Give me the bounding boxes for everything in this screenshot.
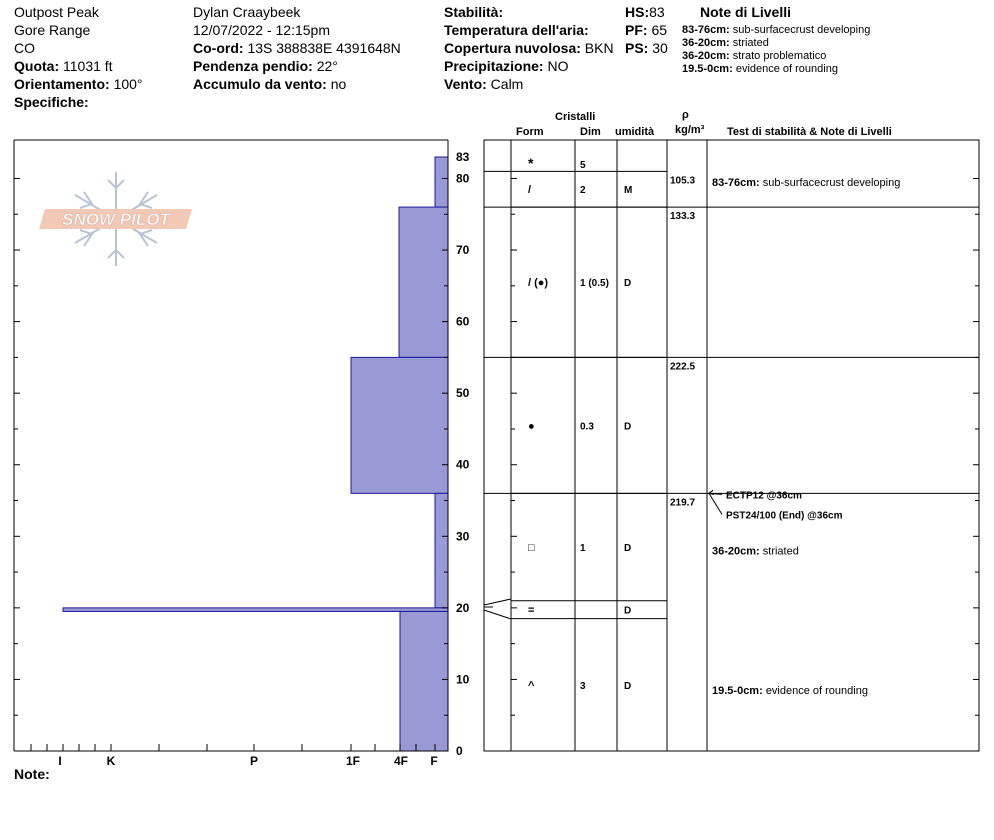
logo-text: SNOW PILOT — [62, 210, 170, 229]
wind-label: Vento: — [444, 76, 487, 92]
layer-note-row — [712, 177, 900, 189]
moisture: D — [624, 278, 632, 290]
layer-connector — [484, 610, 511, 619]
elevation-value: 11031 ft — [63, 58, 113, 74]
layer-notes — [712, 177, 900, 697]
wind-loading-label: Accumulo da vento: — [193, 76, 327, 92]
hardness-bar — [400, 611, 448, 751]
moisture: D — [624, 543, 632, 555]
crystal-form-icon: □ — [528, 542, 535, 555]
crystal-form-icon: ● — [528, 420, 535, 433]
x-tick-label: K — [106, 754, 116, 768]
range: Gore Range — [14, 22, 91, 38]
layer-note-row — [712, 685, 868, 697]
precip-label: Precipitazione: — [444, 58, 544, 74]
table-frame — [484, 140, 979, 751]
size-header: Dim — [580, 126, 601, 138]
hardness-bar — [63, 608, 448, 612]
hardness-bar — [351, 357, 448, 493]
y-tick-label: 0 — [456, 744, 463, 758]
layer-note-range: 36-20cm: — [682, 50, 730, 62]
hardness-graph — [14, 140, 470, 768]
layer-note-text: sub-surfacecrust developing — [762, 177, 901, 190]
density-value: 133.3 — [670, 211, 696, 223]
cloud-value: BKN — [584, 40, 614, 56]
test-arrowhead — [709, 490, 714, 494]
test-result: ECTP12 @36cm — [726, 490, 802, 502]
hardness-layers — [63, 157, 448, 751]
layer-note-text: sub-surfacecrust developing — [732, 24, 871, 36]
form-header: Form — [516, 126, 544, 138]
observer: Dylan Craaybeek — [193, 4, 301, 20]
test-result: PST24/100 (End) @36cm — [726, 510, 843, 522]
slope-label: Pendenza pendio: — [193, 58, 313, 74]
x-tick-label: 4F — [393, 754, 409, 768]
specifics-label: Specifiche: — [14, 94, 89, 110]
datetime: 12/07/2022 - 12:15pm — [193, 22, 330, 38]
wind-loading-value: no — [330, 76, 347, 92]
elevation-label: Quota: — [14, 58, 60, 74]
coord-value: 13S 388838E 4391648N — [247, 40, 401, 56]
layer-note-text: strato problematico — [732, 50, 827, 62]
density-value: 222.5 — [670, 361, 696, 373]
layer-note-range: 19.5-0cm: — [712, 685, 766, 698]
layer-note-text: evidence of rounding — [735, 63, 838, 75]
test-results — [709, 490, 843, 521]
density-unit-header: kg/m³ — [675, 124, 705, 136]
x-tick-label: I — [58, 754, 62, 768]
y-tick-label: 80 — [456, 171, 470, 186]
y-tick-label: 70 — [456, 243, 470, 258]
crystal-form-icon: / (●) — [528, 277, 549, 290]
coord-label: Co-ord: — [193, 40, 244, 56]
layer-note-range: 83-76cm: — [682, 24, 730, 36]
layer-note-text: striated — [762, 545, 799, 558]
stability-label: Stabilità: — [444, 4, 504, 20]
layer-note-row — [712, 546, 799, 558]
precip-value: NO — [547, 58, 569, 74]
cloud-label: Copertura nuvolosa: — [444, 40, 581, 56]
moisture: M — [624, 185, 633, 197]
aspect-value: 100° — [113, 76, 143, 92]
y-tick-label: 83 — [456, 150, 470, 164]
moisture: D — [624, 680, 632, 692]
density-value: 219.7 — [670, 497, 696, 509]
ps-label: PS: — [625, 40, 649, 56]
test-arrow — [709, 493, 722, 514]
x-tick-label: F — [430, 754, 438, 768]
crystal-size: 0.3 — [580, 421, 594, 433]
y-tick-label: 60 — [456, 314, 470, 329]
layer-note-text: evidence of rounding — [765, 685, 868, 698]
hs-value: 83 — [649, 4, 665, 20]
hardness-bar — [435, 493, 448, 608]
slope-value: 22° — [316, 58, 338, 74]
y-tick-label: 40 — [456, 457, 470, 472]
wind-value: Calm — [490, 76, 524, 92]
layer-note-range: 83-76cm: — [712, 177, 763, 190]
crystal-size: 5 — [580, 160, 586, 172]
y-tick-label: 20 — [456, 600, 470, 615]
hardness-bar — [399, 207, 448, 357]
moisture: D — [624, 605, 632, 617]
layer-table — [484, 140, 979, 751]
tests-header: Test di stabilità & Note di Livelli — [727, 126, 892, 138]
crystal-size: 1 (0.5) — [580, 278, 609, 290]
table-ticks — [511, 178, 979, 715]
crystal-form-icon: ^ — [528, 679, 535, 692]
layer-note-range: 36-20cm: — [682, 37, 730, 49]
hardness-bar — [435, 157, 448, 207]
moisture: D — [624, 421, 632, 433]
hs-label: HS: — [625, 4, 650, 20]
notes-label: Note: — [14, 766, 50, 782]
layer-rows — [484, 155, 979, 692]
layer-note-text: striated — [732, 37, 769, 49]
air-temp-label: Temperatura dell'aria: — [444, 22, 589, 38]
pf-label: PF: — [625, 22, 648, 38]
crystal-form-icon: * — [528, 155, 534, 172]
ps-value: 30 — [652, 40, 668, 56]
x-tick-label: 1F — [345, 754, 361, 768]
crystals-header: Cristalli — [555, 111, 596, 123]
crystal-form-icon: = — [528, 604, 535, 617]
layer-note-range: 36-20cm: — [712, 545, 763, 558]
rho-header: ρ — [682, 109, 689, 121]
layer-notes-title: Note di Livelli — [700, 4, 792, 20]
pf-value: 65 — [651, 22, 668, 38]
location: Outpost Peak — [14, 4, 99, 20]
state: CO — [14, 40, 35, 56]
crystal-size: 1 — [580, 543, 586, 555]
y-tick-label: 50 — [456, 386, 470, 401]
y-tick-label: 10 — [456, 672, 470, 687]
layer-connector — [484, 599, 511, 605]
x-ticks — [14, 744, 448, 768]
aspect-label: Orientamento: — [14, 76, 110, 92]
y-tick-label: 30 — [456, 529, 470, 544]
crystal-form-icon: / — [528, 184, 532, 197]
density-rows — [670, 175, 695, 508]
x-tick-label: P — [249, 754, 259, 768]
snowpilot-logo — [39, 172, 192, 266]
moisture-header: umidità — [615, 126, 655, 138]
crystal-size: 2 — [580, 185, 586, 197]
density-value: 105.3 — [670, 175, 696, 187]
crystal-size: 3 — [580, 680, 586, 692]
layer-note-range: 19.5-0cm: — [682, 63, 733, 75]
